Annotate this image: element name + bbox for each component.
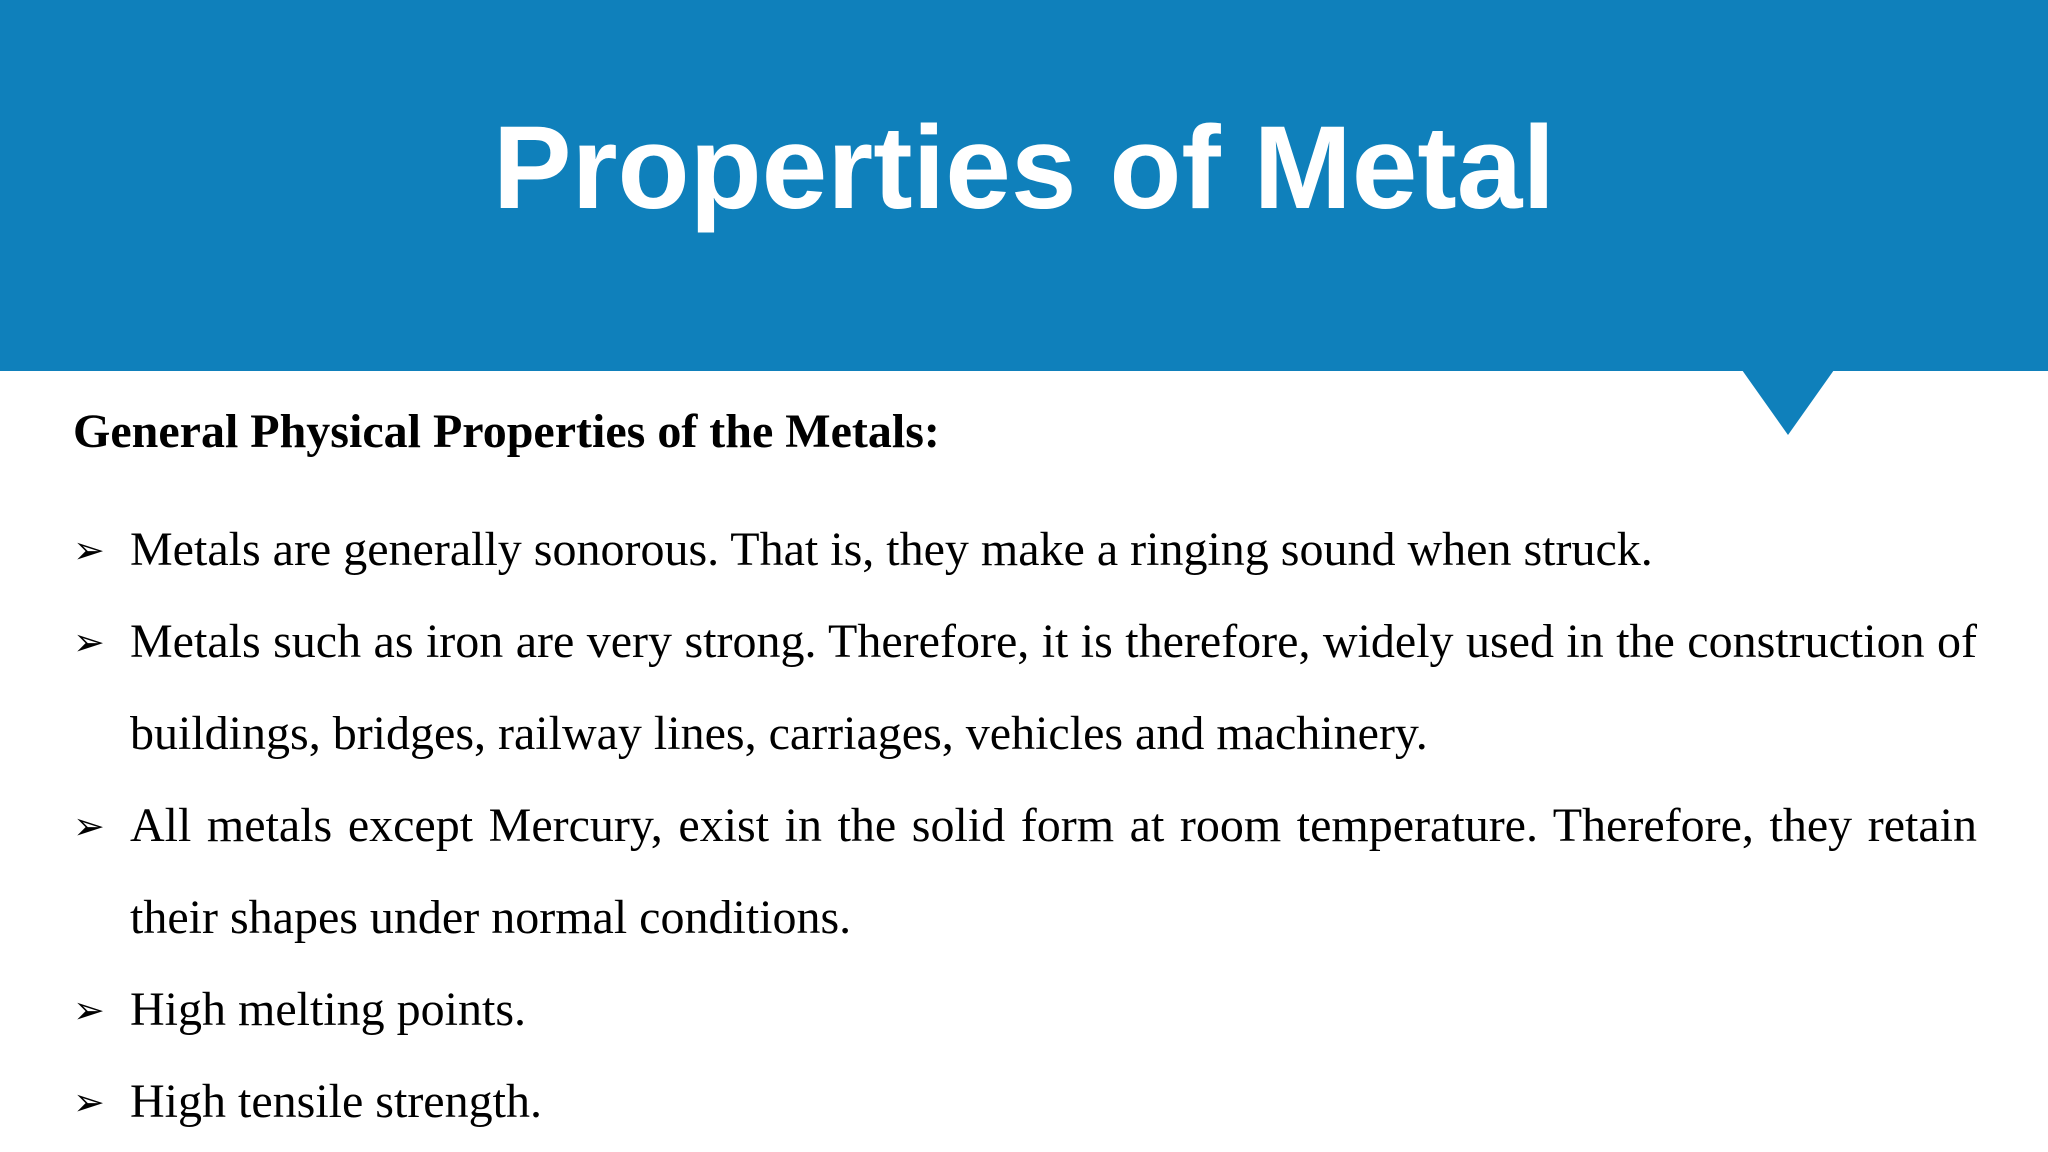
bullet-text: High tensile strength. <box>130 1075 542 1128</box>
bullet-text: Metals such as iron are very strong. Therefore, it is therefore, widely used in the construction of buildings, bridges, railway lines, carriages, vehicles and machinery. <box>130 615 1977 760</box>
arrow-bullet-icon: ➢ <box>73 620 105 664</box>
bullet-item <box>73 596 1977 780</box>
bullet-item <box>73 964 1977 1056</box>
banner-pointer <box>1742 370 1834 435</box>
bullet-item <box>73 780 1977 964</box>
bullet-item <box>73 1056 1977 1148</box>
slide-title: Properties of Metal <box>492 102 1556 234</box>
bullet-text: Metals are generally sonorous. That is, they make a ringing sound when struck. <box>130 523 1653 576</box>
bullet-list <box>73 504 1977 1148</box>
arrow-bullet-icon: ➢ <box>73 988 105 1032</box>
bullet-item <box>73 504 1977 596</box>
section-heading: General Physical Properties of the Metals: <box>73 405 940 458</box>
arrow-bullet-icon: ➢ <box>73 1080 105 1124</box>
bullet-text: All metals except Mercury, exist in the solid form at room temperature. Therefore, they retain their shapes under normal conditions. <box>130 799 1977 944</box>
arrow-bullet-icon: ➢ <box>73 528 105 572</box>
arrow-bullet-icon: ➢ <box>73 804 105 848</box>
bullet-text: High melting points. <box>130 983 526 1036</box>
